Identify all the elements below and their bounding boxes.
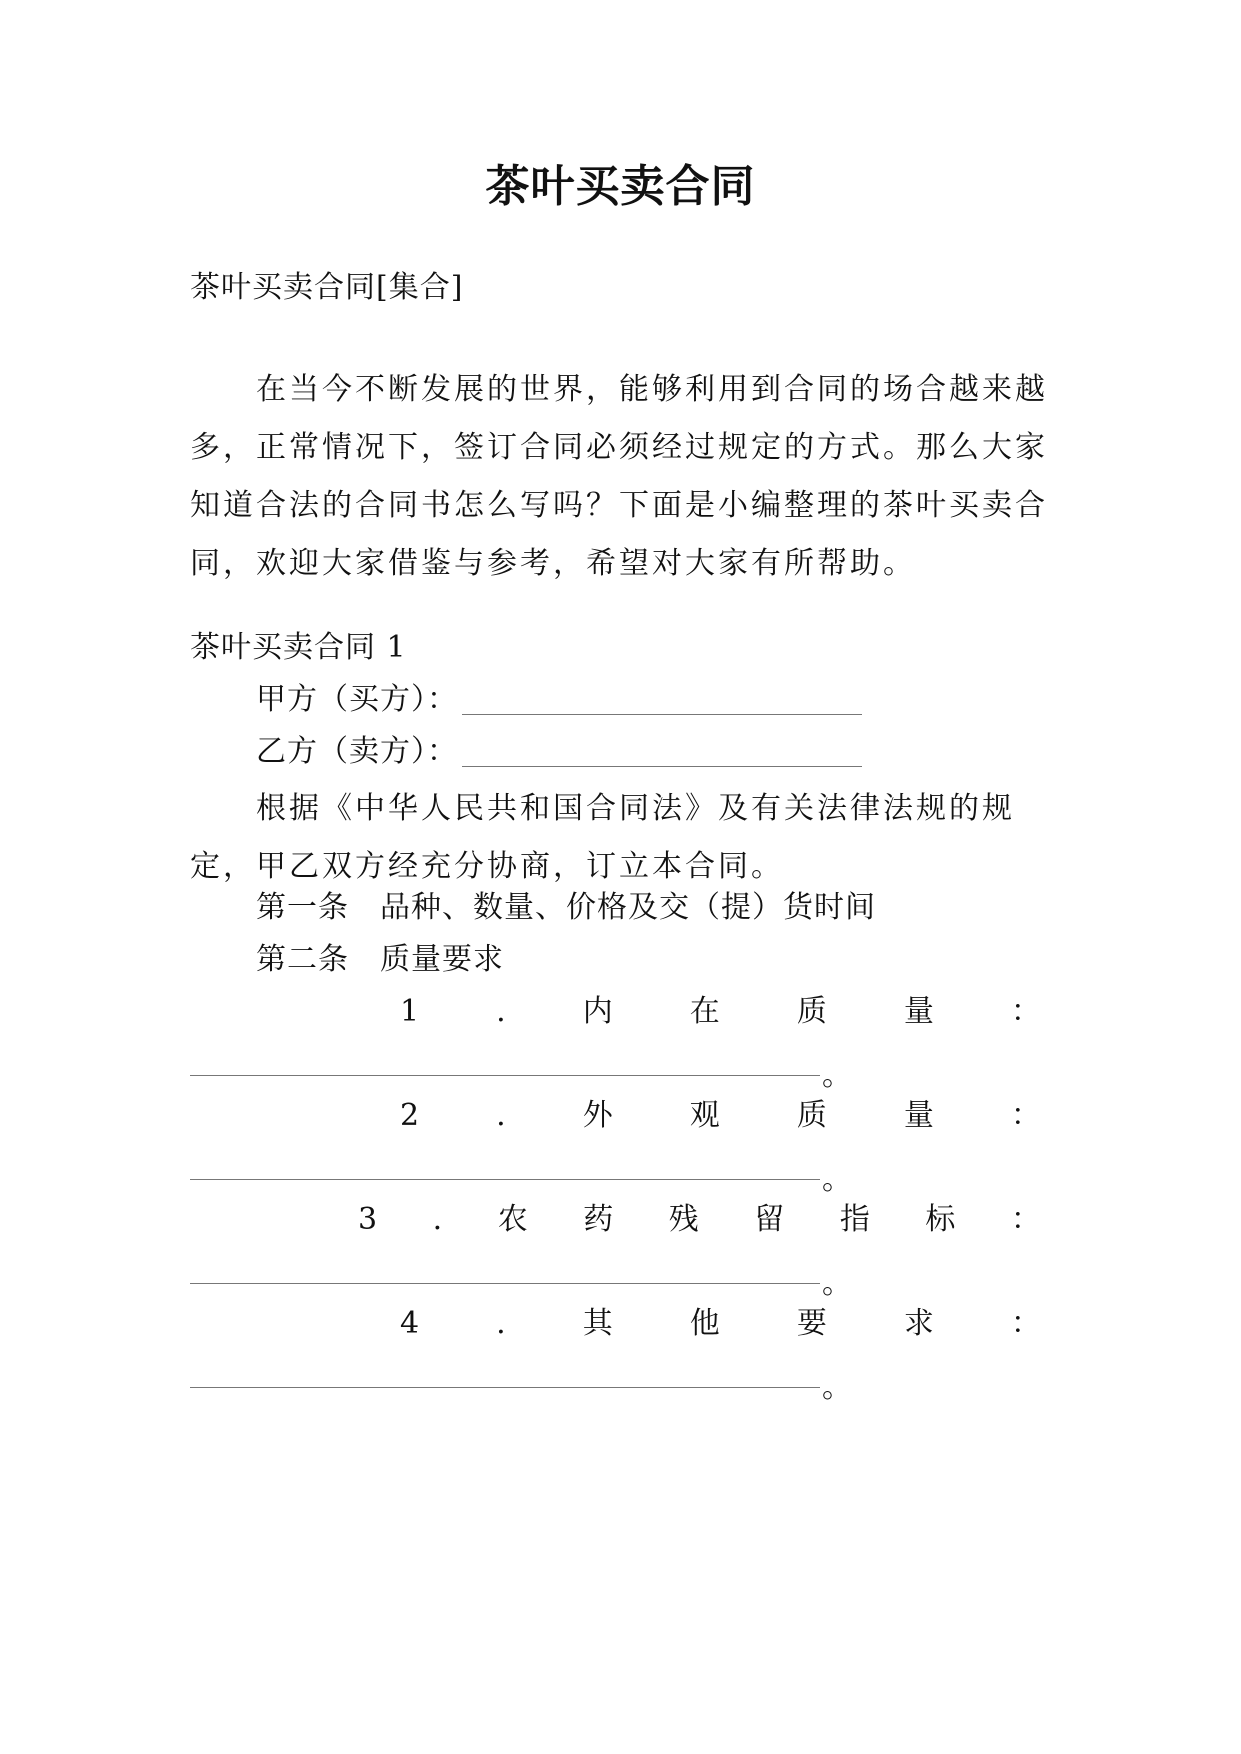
document-subtitle: 茶叶买卖合同[集合] — [190, 270, 464, 305]
item-char: 质 — [796, 994, 827, 1029]
document-title: 茶叶买卖合同 — [485, 161, 756, 212]
party-a-label: 甲方（买方）： — [256, 682, 458, 717]
item-char: ： — [1010, 1306, 1041, 1341]
item-1-period: 。 — [822, 1058, 852, 1093]
item-char: 外 — [582, 1098, 613, 1133]
item-2-period: 。 — [822, 1162, 852, 1197]
item-char: 药 — [583, 1202, 614, 1237]
item-char: . — [496, 1098, 506, 1133]
item-char: 农 — [497, 1202, 528, 1237]
basis-paragraph: 根据《中华人民共和国合同法》及有关法律法规的规定，甲乙双方经充分协商，订立本合同。 — [190, 791, 1015, 884]
item-char: . — [496, 1306, 506, 1341]
item-char: ： — [1010, 1202, 1041, 1237]
item-2-blank — [190, 1178, 820, 1180]
party-a-blank — [462, 684, 862, 715]
item-char: 3 — [358, 1202, 378, 1237]
item-char: . — [432, 1202, 443, 1237]
item-char: 求 — [903, 1306, 934, 1341]
item-char: ： — [1010, 1098, 1041, 1133]
item-1-blank — [190, 1074, 820, 1076]
item-char: 其 — [582, 1306, 613, 1341]
item-char: 内 — [582, 994, 613, 1029]
intro-paragraph: 在当今不断发展的世界，能够利用到合同的场合越来越多，正常情况下，签订合同必须经过规定的方式。那么大家知道合法的合同书怎么写吗？下面是小编整理的茶叶买卖合同，欢迎大家借鉴与参考，希望对大家有所帮助。 — [190, 372, 1048, 581]
quality-item-3 — [358, 1200, 1041, 1240]
item-char: 要 — [796, 1306, 827, 1341]
item-char: 他 — [689, 1306, 720, 1341]
item-char: 质 — [796, 1098, 827, 1133]
item-char: 1 — [400, 994, 420, 1029]
item-char: ： — [1010, 994, 1041, 1029]
contract-heading: 茶叶买卖合同 1 — [190, 630, 407, 665]
party-b-line — [256, 732, 862, 772]
item-char: 留 — [754, 1202, 785, 1237]
item-4-period: 。 — [822, 1370, 852, 1405]
quality-item-4 — [400, 1304, 1041, 1344]
item-char: 观 — [689, 1098, 720, 1133]
quality-item-1 — [400, 992, 1041, 1032]
item-char: 在 — [689, 994, 720, 1029]
item-char: 残 — [668, 1202, 699, 1237]
item-char: 量 — [903, 994, 934, 1029]
party-b-blank — [462, 736, 862, 767]
quality-item-2 — [400, 1096, 1041, 1136]
item-char: 标 — [925, 1202, 956, 1237]
article-1: 第一条 品种、数量、价格及交（提）货时间 — [256, 890, 876, 925]
item-char: 4 — [400, 1306, 420, 1341]
item-3-period: 。 — [822, 1266, 852, 1301]
item-char: . — [496, 994, 506, 1029]
article-2: 第二条 质量要求 — [256, 942, 504, 977]
party-a-line — [256, 680, 862, 720]
item-char: 量 — [903, 1098, 934, 1133]
item-char: 2 — [400, 1098, 420, 1133]
party-b-label: 乙方（卖方）： — [256, 734, 458, 769]
item-char: 指 — [839, 1202, 870, 1237]
item-3-blank — [190, 1282, 820, 1284]
item-4-blank — [190, 1386, 820, 1388]
